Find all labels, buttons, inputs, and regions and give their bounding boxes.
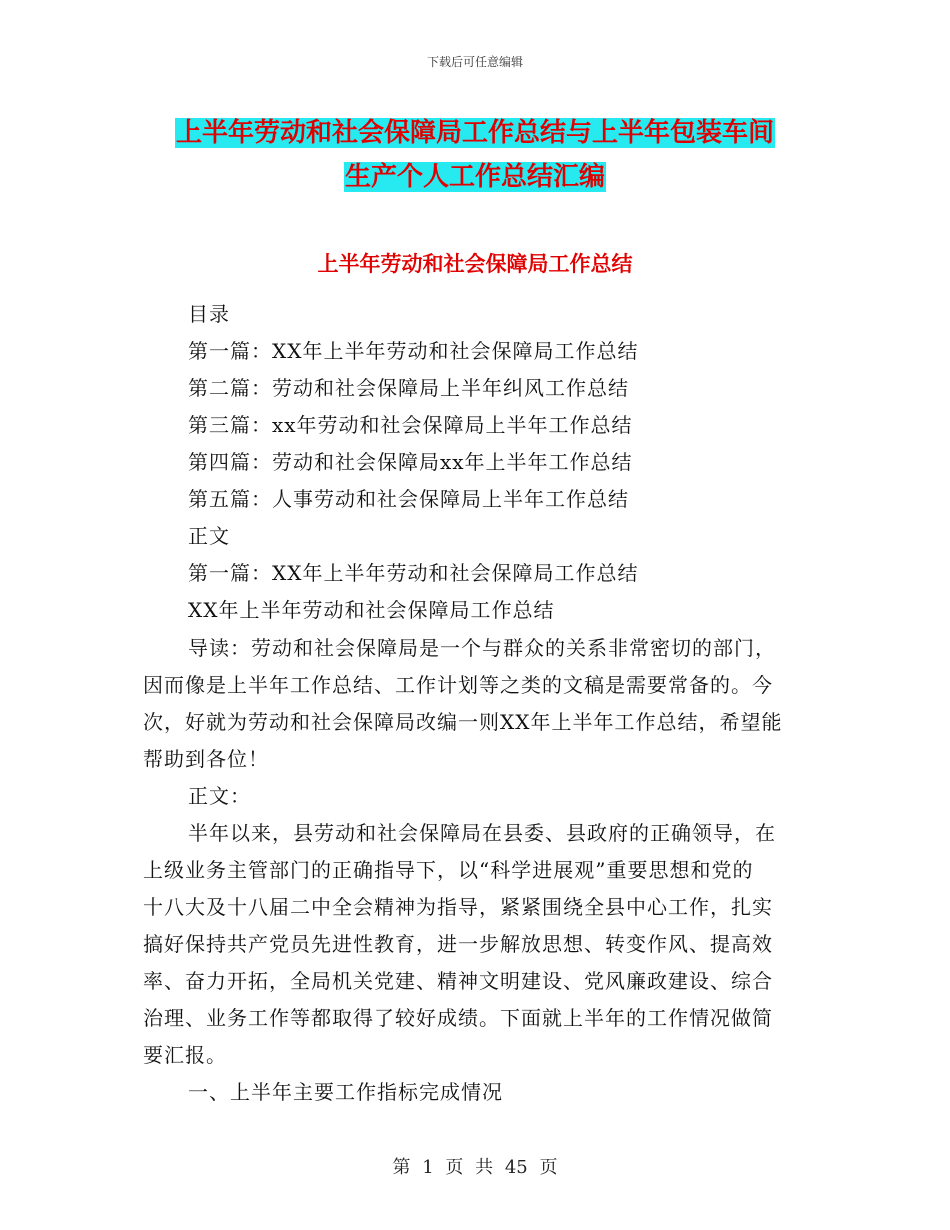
toc-item: 第二篇：劳动和社会保障局上半年纠风工作总结 xyxy=(188,376,629,400)
section-one-heading: 一、上半年主要工作指标完成情况 xyxy=(188,1080,503,1104)
main-title-line-2: 生产个人工作总结汇编 xyxy=(344,162,605,192)
zhengwen-colon: 正文： xyxy=(188,784,251,808)
paragraph-line: 搞好保持共产党员先进性教育，进一步解放思想、转变作风、提高效 xyxy=(143,932,773,956)
main-title-line-1: 上半年劳动和社会保障局工作总结与上半年包装车间 xyxy=(175,118,774,148)
toc-item: 第一篇：XX年上半年劳动和社会保障局工作总结 xyxy=(188,339,639,363)
intro-line: 因而像是上半年工作总结、工作计划等之类的文稿是需要常备的。今 xyxy=(143,673,773,697)
paragraph-line: 治理、业务工作等都取得了较好成绩。下面就上半年的工作情况做简 xyxy=(143,1006,773,1030)
toc-heading: 目录 xyxy=(188,302,230,326)
toc-item: 第五篇：人事劳动和社会保障局上半年工作总结 xyxy=(188,487,629,511)
paragraph-line: 上级业务主管部门的正确指导下，以“科学进展观”重要思想和党的 xyxy=(143,858,754,882)
intro-line: 导读：劳动和社会保障局是一个与群众的关系非常密切的部门， xyxy=(188,636,776,660)
intro-line: 帮助到各位！ xyxy=(143,747,269,771)
section-title: 上半年劳动和社会保障局工作总结 xyxy=(317,252,633,276)
toc-item: 第三篇：xx年劳动和社会保障局上半年工作总结 xyxy=(188,413,633,437)
paragraph-line: 十八大及十八届二中全会精神为指导，紧紧围绕全县中心工作，扎实 xyxy=(143,895,773,919)
page-number-footer: 第 1 页 共 45 页 xyxy=(392,1157,558,1178)
article-title: XX年上半年劳动和社会保障局工作总结 xyxy=(188,598,555,622)
toc-item: 第四篇：劳动和社会保障局xx年上半年工作总结 xyxy=(188,450,633,474)
paragraph-line: 率、奋力开拓，全局机关党建、精神文明建设、党风廉政建设、综合 xyxy=(143,969,773,993)
header-note: 下载后可任意编辑 xyxy=(426,55,523,69)
article-heading: 第一篇：XX年上半年劳动和社会保障局工作总结 xyxy=(188,561,639,585)
intro-line: 次，好就为劳动和社会保障局改编一则XX年上半年工作总结，希望能 xyxy=(143,710,783,734)
zhengwen-label: 正文 xyxy=(188,524,230,548)
paragraph-line: 半年以来，县劳动和社会保障局在县委、县政府的正确领导，在 xyxy=(188,821,776,845)
paragraph-line: 要汇报。 xyxy=(143,1043,227,1067)
